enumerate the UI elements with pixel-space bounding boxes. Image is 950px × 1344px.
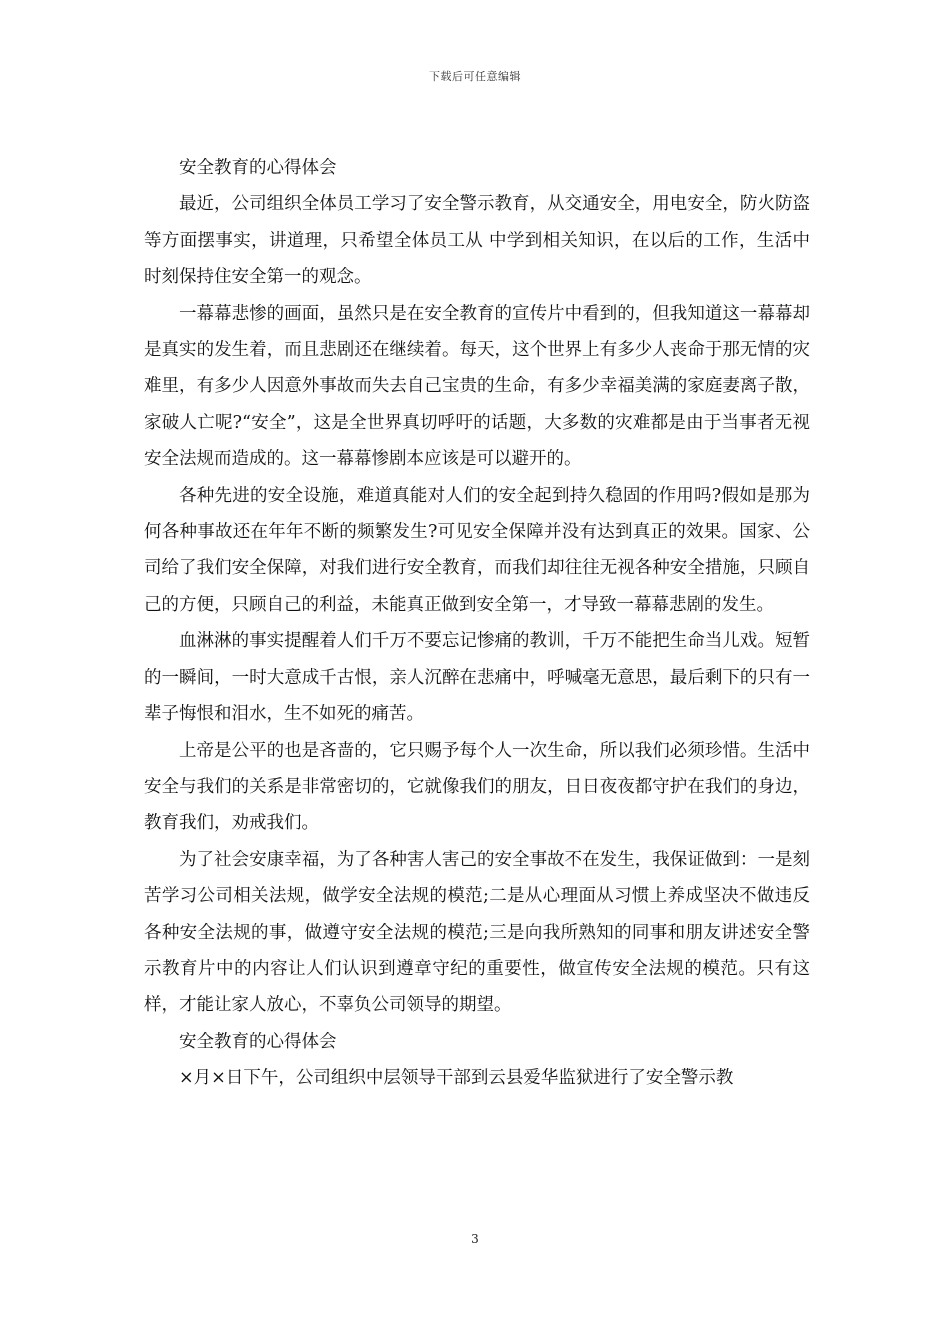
paragraph: 各种先进的安全设施，难道真能对人们的安全起到持久稳固的作用吗?假如是那为何各种事故还在年年不断的频繁发生?可见安全保障并没有达到真正的效果。国家、公司给了我们安全保障，对我们进行安全教育，而我们却往往无视各种安全措施，只顾自己的方便，只顾自己的利益，未能真正做到安全第一，才导致一幕幕悲剧的发生。 <box>144 485 810 615</box>
paragraph: 上帝是公平的也是吝啬的，它只赐予每个人一次生命，所以我们必须珍惜。生活中安全与我们的关系是非常密切的，它就像我们的朋友，日日夜夜都守护在我们的身边，教育我们，劝戒我们。 <box>144 740 810 834</box>
paragraph: 为了社会安康幸福，为了各种害人害己的安全事故不在发生，我保证做到：一是刻苦学习公司相关法规，做学安全法规的模范;二是从心理面从习惯上养成坚决不做违反各种安全法规的事，做遵守安全法规的模范;三是向我所熟知的同事和朋友讲述安全警示教育片中的内容让人们认识到遵章守纪的重要性，做宣传安全法规的模范。只有这样，才能让家人放心，不辜负公司领导的期望。 <box>144 849 810 1016</box>
page-number: 3 <box>471 1232 479 1246</box>
paragraph: 最近，公司组织全体员工学习了安全警示教育，从交通安全，用电安全，防火防盗等方面摆事实，讲道理，只希望全体员工从 中学到相关知识，在以后的工作，生活中时刻保持住安全第一的观念。 <box>144 194 810 288</box>
page-header: 下载后可任意编辑 <box>429 70 521 83</box>
paragraph: 一幕幕悲惨的画面，虽然只是在安全教育的宣传片中看到的，但我知道这一幕幕却是真实的发生着，而且悲剧还在继续着。每天，这个世界上有多少人丧命于那无情的灾难里，有多少人因意外事故而失去自己宝贵的生命，有多少幸福美满的家庭妻离子散，家破人亡呢?“安全”，这是全世界真切呼吁的话题，大多数的灾难都是由于当事者无视安全法规而造成的。这一幕幕惨剧本应该是可以避开的。 <box>144 303 810 470</box>
section-title: 安全教育的心得体会 <box>179 1031 337 1052</box>
document-body <box>144 150 810 1097</box>
paragraph: 血淋淋的事实提醒着人们千万不要忘记惨痛的教训，千万不能把生命当儿戏。短暂的一瞬间，一时大意成千古恨，亲人沉醉在悲痛中，呼喊毫无意思，最后剩下的只有一辈子悔恨和泪水，生不如死的痛苦。 <box>144 631 810 725</box>
paragraph: ×月×日下午，公司组织中层领导干部到云县爱华监狱进行了安全警示教 <box>179 1068 734 1089</box>
section-title: 安全教育的心得体会 <box>179 158 337 178</box>
